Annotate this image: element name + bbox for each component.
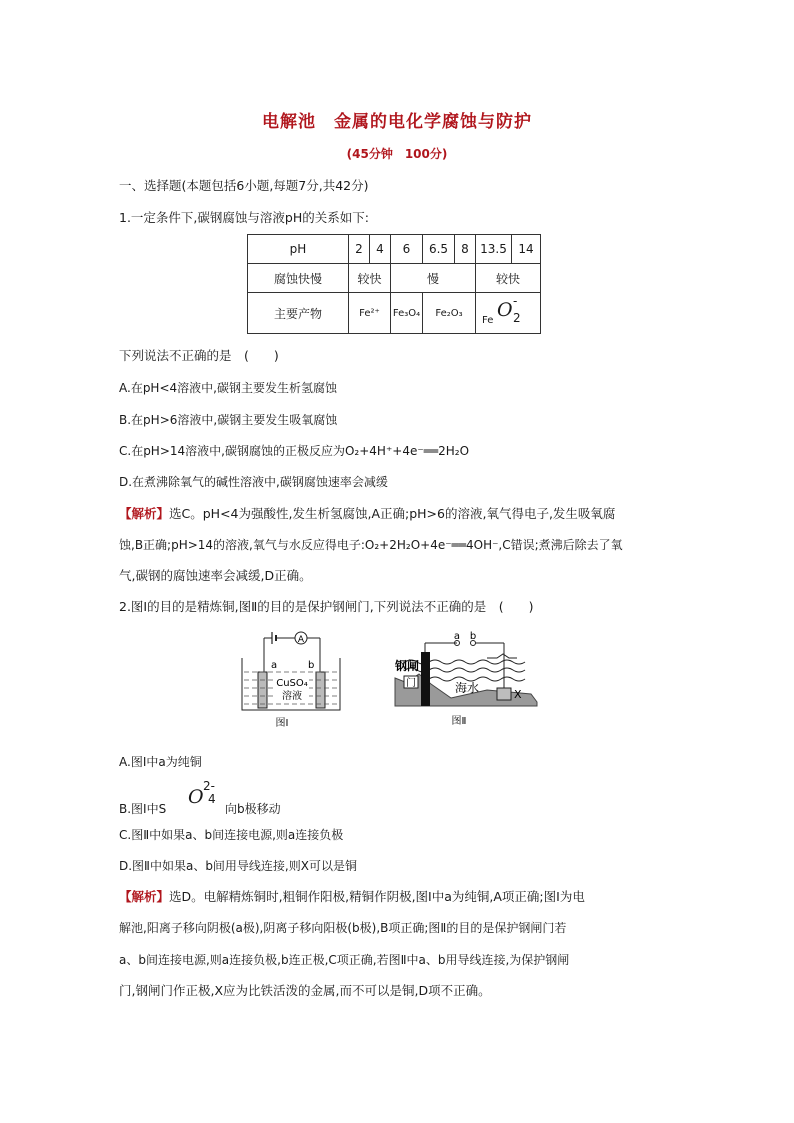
q1-option: C.在pH>14溶液中,碳钢腐蚀的正极反应为O₂+4H⁺+4e⁻══2H₂O [119, 444, 470, 458]
gate-label-2: 门 [406, 678, 416, 689]
figure-1 [238, 628, 344, 732]
solution-label-2: 溶液 [282, 691, 302, 702]
q1-option: B.在pH>6溶液中,碳钢主要发生吸氧腐蚀 [119, 413, 338, 427]
ph-value: 4 [370, 235, 391, 264]
speed-cell: 较快 [476, 264, 541, 293]
o-subscript: 2 [513, 310, 521, 325]
ph-value: 8 [455, 235, 476, 264]
terminal-a-label: a [453, 631, 461, 642]
speed-cell: 慢 [391, 264, 476, 293]
q1-analysis-line: 蚀,B正确;pH>14的溶液,氧气与水反应得电子:O₂+2H₂O+4e⁻══4OH⁻,C错误;煮沸后除去了氧 [119, 538, 623, 552]
figure-2-caption: 图Ⅱ [451, 716, 467, 727]
analysis-tag: 【解析】 [119, 889, 170, 904]
q1-stem: 1.一定条件下,碳钢腐蚀与溶液pH的关系如下: [119, 210, 369, 225]
metal-x-label: X [514, 688, 522, 701]
product-cell: Fe²⁺ [349, 293, 391, 334]
q1-option: A.在pH<4溶液中,碳钢主要发生析氢腐蚀 [119, 381, 337, 395]
analysis-text: 选D。电解精炼铜时,粗铜作阳极,精铜作阴极,图Ⅰ中a为纯铜,A项正确;图Ⅰ为电 [169, 889, 585, 904]
q1-prompt: 下列说法不正确的是 ( ) [119, 348, 279, 363]
page-subtitle: (45分钟 100分) [346, 147, 448, 161]
q2-option: B.图Ⅰ中S [119, 802, 167, 816]
q2-analysis-line: 门,钢闸门作正极,X应为比铁活泼的金属,而不可以是铜,D项不正确。 [119, 983, 491, 998]
ph-label: pH [248, 235, 349, 264]
analysis-tag: 【解析】 [119, 506, 170, 521]
q1-option: D.在煮沸除氧气的碱性溶液中,碳钢腐蚀速率会减缓 [119, 475, 388, 489]
seawater-label: 海水 [455, 681, 480, 695]
terminal-b-label: b [469, 631, 477, 642]
product-cell: Fe₂O₃ [423, 293, 476, 334]
electrode-a-label: a [271, 660, 278, 671]
gate-label: 钢闸 [395, 659, 420, 673]
ph-value: 14 [512, 235, 541, 264]
q1-analysis-line: 气,碳钢的腐蚀速率会减缓,D正确。 [119, 568, 312, 583]
q2-analysis-line [119, 889, 585, 905]
figure-2 [391, 628, 539, 734]
ammeter-label: A [297, 635, 305, 645]
q2-stem: 2.图Ⅰ的目的是精炼铜,图Ⅱ的目的是保护钢闸门,下列说法不正确的是 ( ) [119, 599, 534, 614]
q2-analysis-line: a、b间连接电源,则a连接负极,b连正极,C项正确,若图Ⅱ中a、b用导线连接,为保护钢闸 [119, 953, 570, 967]
speed-cell: 较快 [349, 264, 391, 293]
page-title: 电解池 金属的电化学腐蚀与防护 [262, 112, 532, 132]
ph-value: 6.5 [423, 235, 455, 264]
q2-option-b-tail: 向b极移动 [225, 802, 281, 816]
analysis-text: 选C。pH<4为强酸性,发生析氢腐蚀,A正确;pH>6的溶液,氧气得电子,发生吸氧腐 [169, 506, 616, 521]
solution-label: CuSO₄ [276, 678, 308, 689]
section-heading: 一、选择题(本题包括6小题,每题7分,共42分) [119, 178, 369, 193]
q2-option: C.图Ⅱ中如果a、b间连接电源,则a连接负极 [119, 828, 344, 842]
o-symbol: O [497, 298, 513, 321]
q2-analysis-line: 解池,阳离子移向阴极(a极),阴离子移向阳极(b极),B项正确;图Ⅱ的目的是保护钢闸门若 [119, 921, 567, 935]
product-cell-ferrate [476, 293, 541, 334]
o-superscript: - [513, 293, 518, 308]
fe-symbol: Fe [482, 314, 494, 326]
product-cell: Fe₃O₄ [391, 293, 423, 334]
speed-label: 腐蚀快慢 [248, 264, 349, 293]
sulfate-charge: 2- [203, 779, 215, 793]
ph-value: 2 [349, 235, 370, 264]
figure-1-caption: 图Ⅰ [275, 718, 289, 729]
ph-table [247, 234, 541, 334]
sulfate-o: O [188, 786, 204, 808]
ph-value: 6 [391, 235, 423, 264]
electrode-b-label: b [308, 660, 315, 671]
sulfate-subscript: 4 [208, 792, 216, 806]
ph-value: 13.5 [476, 235, 512, 264]
product-label: 主要产物 [248, 293, 349, 334]
q2-option: A.图Ⅰ中a为纯铜 [119, 755, 202, 769]
q2-option-b [119, 780, 419, 820]
q2-option: D.图Ⅱ中如果a、b间用导线连接,则X可以是铜 [119, 859, 357, 873]
q1-analysis-line [119, 506, 615, 522]
